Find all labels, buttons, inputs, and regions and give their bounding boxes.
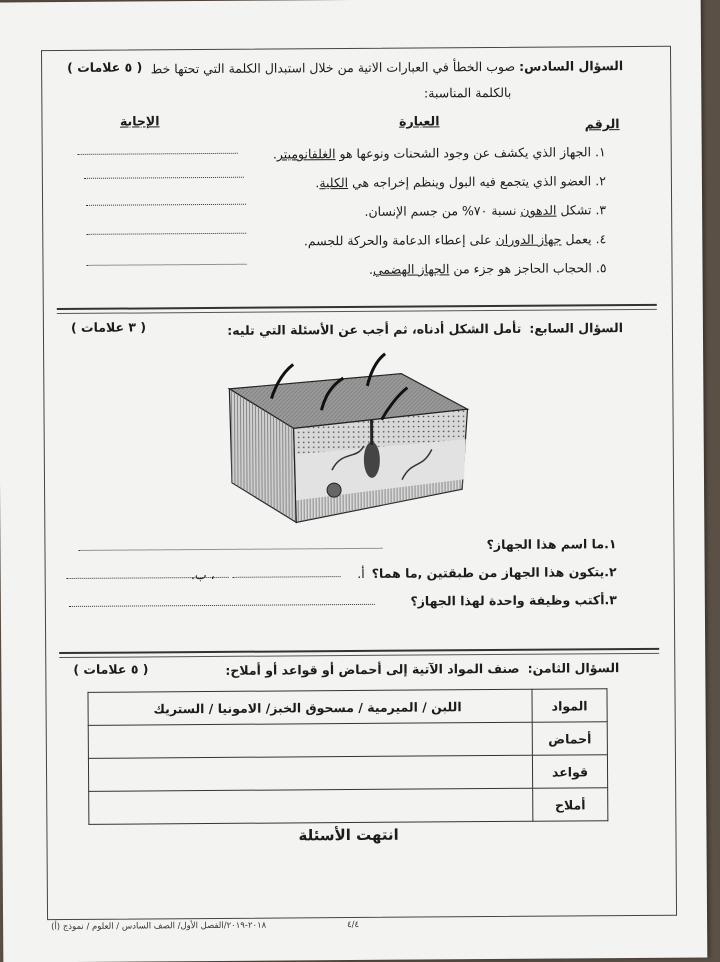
item-number: ١. — [594, 144, 606, 160]
item-text-end: . — [315, 175, 320, 191]
q6-marks: ( ٥ علامات ) — [67, 59, 143, 75]
table-row — [89, 788, 608, 825]
table-row — [88, 722, 607, 759]
item-text: العضو الذي يتجمع فيه البول وينظم إخراجه هي — [348, 173, 592, 191]
table-row — [88, 755, 607, 792]
q8-header — [225, 660, 619, 678]
bases-answer-cell[interactable] — [88, 755, 532, 791]
q8-marks: ( ٥ علامات ) — [73, 661, 149, 677]
item-text: يعمل — [561, 231, 592, 247]
item-number: ٤. — [595, 231, 607, 247]
item-underlined-word: الدهون — [520, 202, 557, 218]
item-text: الجهاز الذي يكشف عن وجود الشحنات ونوعها هو — [335, 144, 592, 162]
item-text-end: . — [272, 146, 277, 162]
question-number: ٣. — [604, 592, 617, 608]
question-number: ١. — [604, 536, 617, 552]
item-underlined-word: الغلفانوميتر — [276, 146, 336, 162]
row-label: المواد — [532, 689, 607, 723]
item-underlined-word: جهاز الدوران — [495, 231, 562, 247]
q6-item-4 — [304, 231, 607, 248]
q7-question-2 — [372, 564, 617, 581]
item-text-end: على إعطاء الدعامة والحركة للجسم. — [303, 231, 496, 249]
question-text: يتكون هذا الجهاز من طبقتين ,ما هما؟ — [371, 564, 605, 581]
item-underlined-word: الكلية — [319, 175, 349, 191]
item-number: ٣. — [595, 202, 607, 218]
q7-question-1 — [487, 536, 617, 552]
salts-answer-cell[interactable] — [89, 788, 533, 824]
item-number: ٥. — [595, 260, 607, 276]
q6-title: السؤال السادس: — [518, 58, 624, 74]
q7-title: السؤال السابع: — [529, 320, 623, 336]
table-row — [88, 689, 607, 726]
q6-item-5 — [369, 260, 607, 277]
item-text: تشكل — [556, 202, 592, 218]
classification-table — [87, 688, 608, 825]
q6-instruction-line2: بالكلمة المناسبة: — [423, 84, 512, 101]
item-underlined-word: الجهاز الهضمي — [372, 261, 450, 277]
footer-info: ٢٠١٨-٢٠١٩/الفصل الأول/ الصف السادس / العلوم / نموذج (أ) — [51, 920, 267, 933]
acids-answer-cell[interactable] — [88, 722, 532, 758]
q7-instruction: تأمل الشكل أدناه، ثم أجب عن الأسئلة التي تليه: — [227, 320, 522, 338]
q7-question-3 — [410, 592, 617, 608]
item-text-end: نسبة ٧٠% من جسم الإنسان. — [364, 202, 521, 219]
q6-item-1 — [273, 144, 606, 161]
item-text: الحجاب الحاجز هو جزء من — [449, 260, 592, 277]
q7-marks: ( ٣ علامات ) — [70, 319, 147, 335]
q8-instruction: صنف المواد الآتية إلى أحماض أو قواعد أو أملاح: — [225, 660, 520, 678]
q8-title: السؤال الثامن: — [527, 660, 620, 676]
q6-instruction: صوب الخطأ في العبارات الاتية من خلال استبدال الكلمة التي تحتها خط — [150, 58, 516, 77]
q6-item-3 — [364, 202, 606, 219]
question-text: أكتب وظيفة واحدة لهذا الجهاز؟ — [410, 592, 605, 609]
q7-option-a-label: أ. — [357, 565, 365, 581]
question-number: ٢. — [604, 564, 617, 580]
row-label: قواعد — [532, 755, 607, 789]
q6-item-2 — [315, 173, 606, 190]
materials-list: اللبن / الميرمية / مسحوق الخبز/ الامونيا / الستريك — [88, 689, 532, 725]
q7-header — [227, 320, 623, 338]
q7-option-b-label: ، ب. — [190, 566, 215, 583]
item-text-end: . — [368, 261, 374, 277]
row-label: أحماض — [532, 722, 607, 756]
end-of-questions: انتهت الأسئلة — [298, 825, 399, 845]
skin-cross-section-icon — [221, 349, 472, 529]
item-number: ٢. — [595, 173, 606, 189]
q6-header-answer: الإجابة — [119, 113, 160, 129]
row-label: أملاح — [533, 788, 608, 822]
q6-header-num: الرقم — [584, 116, 620, 132]
question-text: ما اسم هذا الجهاز؟ — [486, 536, 605, 553]
page-number: ٤/٤ — [347, 919, 360, 931]
q6-header-statement: العبارة — [399, 113, 440, 129]
